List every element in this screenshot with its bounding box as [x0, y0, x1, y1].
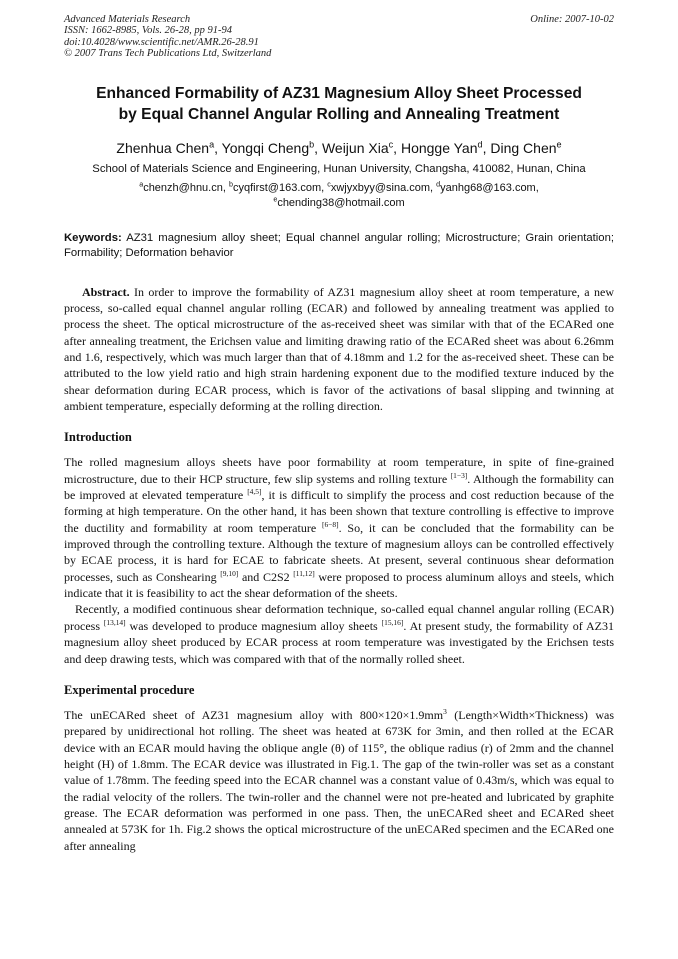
journal-name: Advanced Materials Research — [64, 14, 191, 25]
email-link[interactable]: cyqfirst@163.com, — [232, 181, 325, 194]
journal-copyright: © 2007 Trans Tech Publications Ltd, Switzerland — [64, 48, 272, 60]
abstract — [64, 284, 614, 415]
author: Hongge Yan$^d$ — [400, 138, 483, 156]
online-date: Online: 2007-10-02 — [530, 14, 614, 25]
journal-header — [64, 14, 614, 60]
email-link[interactable]: chending38@hotmail.com — [277, 196, 405, 209]
title-line-1: Enhanced Formability of AZ31 Magnesium Alloy Sheet Processed — [96, 84, 582, 102]
author: Weijun Xia$^c$ — [321, 138, 394, 156]
email-link[interactable]: yanhg68@163.com, — [440, 181, 539, 194]
abstract-text: In order to improve the formability of AZ31 magnesium alloy sheet at room temperature, a new process, so-called equal channel angular rolling (ECAR) and followed by annealing treatment was applied to process the sheet. The optical microstructure of the as-received sheet was similar with that of the ECARed one after annealing treatment, the Erichsen value and limiting drawing ratio of the ECARed sheet was about 6.26mm and 1.6, respectively, which was much larger than that of 4.18mm and 1.2 for the as-received sheet. These can be attributed to the low yield ratio and high strain hardening exponent due to the modified texture induced by the shear deformation during ECAR process, which is favor of the activations of basal slipping and twinning at ambient temperature, especially deforming at the rolling direction. — [64, 284, 614, 414]
experimental-paragraph-1: The unECARed sheet of AZ31 magnesium alloy with 800×120×1.9mm$^3$ (Length×Width×Thickness) was prepared by unidirectional hot rolling. The sheet was heated at 673K for 3min, and then rolled at the ECAR device with an ECAR mould having the oblique angle (θ) of 115°, the oblique radius (r) of 2mm and the channel height (H) of 1.8mm. The ECAR device was illustrated in Fig.1. The gap of the twin-roller was set as a constant value of 1.78mm. The feeding speed into the ECAR channel was a constant value of 0.43m/s, which was equal to the radial velocity of the rollers. The twin-roller and the channel were not pre-heated and lubricated by graphite grease. The ECAR deformation was performed in one pass. Then, the unECARed sheet and ECARed sheet annealed at 573K for 1h. Fig.2 shows the optical microstructure of the unECARed specimen and the ECARed one after annealing — [64, 706, 614, 853]
citation-ref: [11,12] — [293, 568, 315, 578]
citation-ref: [6−8] — [321, 519, 339, 529]
author: Zhenhua Chen$^a$ — [116, 138, 215, 156]
citation-ref: [4,5] — [247, 487, 262, 497]
journal-issn: ISSN: 1662-8985, Vols. 26-28, pp 91-94 — [64, 25, 232, 37]
keywords-label: Keywords: — [64, 231, 122, 244]
affiliation: School of Materials Science and Engineering, Hunan University, Changsha, 410082, Hunan, China — [92, 162, 586, 175]
keywords-text: AZ31 magnesium alloy sheet; Equal channel angular rolling; Microstructure; Grain orientation; Formability; Deformation behavior — [64, 231, 614, 260]
author: Ding Chen$^e$ — [490, 138, 562, 156]
paper-title — [64, 83, 614, 125]
email-link[interactable]: chenzh@hnu.cn, — [143, 181, 226, 194]
section-heading-experimental: Experimental procedure — [64, 682, 195, 697]
title-line-2: by Equal Channel Angular Rolling and Annealing Treatment — [118, 105, 560, 123]
journal-doi: doi:10.4028/www.scientific.net/AMR.26-28.91 — [64, 36, 259, 48]
abstract-label: Abstract. — [82, 284, 130, 299]
author-list: Zhenhua Chen$^a$, Yongqi Cheng$^b$, Weijun Xia$^c$, Hongge Yan$^d$, Ding Chen$^e$ — [116, 138, 562, 156]
citation-ref: 3 — [443, 706, 447, 716]
citation-ref: [1−3] — [450, 470, 468, 480]
citation-ref: [9,10] — [220, 568, 239, 578]
email-link[interactable]: xwjyxbyy@sina.com, — [330, 181, 434, 194]
intro-paragraph-1: The rolled magnesium alloys sheets have poor formability at room temperature, in spite of fine-grained microstructure, due to their HCP structure, few slip systems and rolling texture [1−3]. Although the formability can be improved at elevated temperature [4,5], it is difficult to simplify the process and cost reduction because of the forming at high temperature. On the other hand, it has been shown that texture controlling is effective to improve the ductility and formability at room temperature [6−8]. So, it can be concluded that the formability can be improved through the controlling texture. Although the texture of magnesium alloys can be controlled effectively by ECAE process, it is hard for ECAE to fabricate sheets. At present, several continuous shear deformation processes, such as Conshearing [9,10] and C2S2 [11,12] were proposed to process aluminum alloys and steels, which indicate that it is feasibility to act the shear deformation of the sheets. — [64, 455, 614, 601]
section-heading-introduction: Introduction — [64, 430, 132, 445]
keywords — [64, 231, 614, 262]
citation-ref: [13,14] — [103, 617, 126, 627]
email-list: $^a$chenzh@hnu.cn, $^b$cyqfirst@163.com, $^c$xwjyxbyy@sina.com, $^d$yanhg68@163.com, $^e$chending38@hotmail.com — [139, 179, 539, 209]
author: Yongqi Cheng$^b$ — [221, 138, 315, 156]
citation-ref: [15,16] — [381, 617, 404, 627]
intro-paragraph-2: Recently, a modified continuous shear deformation technique, so-called equal channel angular rolling (ECAR) process [13,14] was developed to produce magnesium alloy sheets [15,16]. At present study, the formability of AZ31 magnesium alloy sheet produced by ECAR process at room temperature was investigated by the Erichsen tests and deep drawing tests, which was compared with that of the normally rolled sheet. — [64, 602, 614, 666]
